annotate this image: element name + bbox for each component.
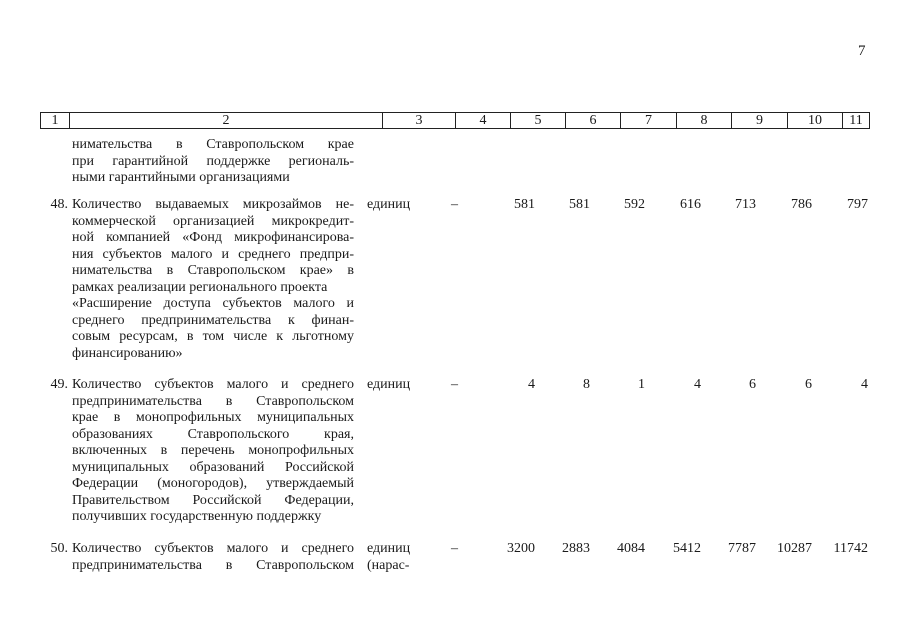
description-line: Количество выдаваемых микрозаймов не- <box>72 197 354 212</box>
header-cell: 5 <box>511 113 566 128</box>
description-line: совым ресурсам, в том числе к льготному <box>72 329 354 344</box>
header-cell: 1 <box>41 113 70 128</box>
description-line: ной компанией «Фонд микрофинансирова- <box>72 230 354 245</box>
description-line: «Расширение доступа субъектов малого и <box>72 296 354 311</box>
header-cell: 7 <box>621 113 677 128</box>
description-line: Правительством Российской Федерации, <box>72 492 354 508</box>
value-cell: 4 <box>694 377 701 392</box>
description-line: нимательства в Ставропольском крае» в <box>72 263 354 278</box>
description-line: финансированию» <box>72 345 183 361</box>
unit-line: единиц <box>367 377 411 392</box>
value-cell: 10287 <box>777 541 812 556</box>
value-cell: 6 <box>805 377 812 392</box>
column-4-value: – <box>451 197 458 212</box>
description-line: при гарантийной поддержке региональ- <box>72 153 354 169</box>
header-cell: 10 <box>788 113 843 128</box>
value-cell: 3200 <box>507 541 535 556</box>
description-line: рамках реализации регионального проекта <box>72 279 328 295</box>
unit-line: единиц <box>367 541 411 556</box>
value-cell: 592 <box>624 197 645 212</box>
table-header-row <box>40 112 870 129</box>
header-cell: 6 <box>566 113 621 128</box>
unit-cell <box>367 377 427 394</box>
description-line: предпринимательства в Ставропольском <box>72 393 354 409</box>
value-cell: 7787 <box>728 541 756 556</box>
page-number: 7 <box>858 43 866 59</box>
row-number: 49. <box>50 377 68 392</box>
value-cell: 4 <box>528 377 535 392</box>
value-cell: 616 <box>680 197 701 212</box>
description-line: ными гарантийными организациями <box>72 170 290 185</box>
value-cell: 6 <box>749 377 756 392</box>
description-line: образованиях Ставропольского края, <box>72 426 354 442</box>
row-description <box>72 197 354 362</box>
description-line: Федерации (моногородов), утверждаемый <box>72 476 354 491</box>
description-line: получивших государственную поддержку <box>72 509 322 524</box>
header-cell: 3 <box>383 113 456 128</box>
unit-cell <box>367 541 427 574</box>
row-number: 50. <box>50 541 68 556</box>
description-line: муниципальных образований Российской <box>72 459 354 475</box>
header-cell: 9 <box>732 113 788 128</box>
description-line: среднего предпринимательства к финан- <box>72 312 354 328</box>
value-cell: 581 <box>514 197 535 212</box>
column-4-value: – <box>451 541 458 556</box>
value-cell: 2883 <box>562 541 590 556</box>
header-cell: 2 <box>70 113 383 128</box>
row-description <box>72 377 354 526</box>
value-cell: 4 <box>861 377 868 392</box>
description-line: предпринимательства в Ставропольском <box>72 557 354 573</box>
unit-line: (нарас- <box>367 557 410 573</box>
header-cell: 4 <box>456 113 511 128</box>
description-line: ния субъектов малого и среднего предпри- <box>72 246 354 262</box>
description-line: Количество субъектов малого и среднего <box>72 541 354 556</box>
value-cell: 4084 <box>617 541 645 556</box>
row-description <box>72 137 354 187</box>
value-cell: 11742 <box>833 541 868 556</box>
header-cell: 8 <box>677 113 732 128</box>
value-cell: 5412 <box>673 541 701 556</box>
value-cell: 1 <box>638 377 645 392</box>
description-line: крае в монопрофильных муниципальных <box>72 410 354 425</box>
value-cell: 797 <box>847 197 868 212</box>
unit-line: единиц <box>367 197 411 212</box>
value-cell: 8 <box>583 377 590 392</box>
description-line: нимательства в Ставропольском крае <box>72 137 354 152</box>
row-number: 48. <box>50 197 68 212</box>
column-4-value: – <box>451 377 458 392</box>
value-cell: 713 <box>735 197 756 212</box>
value-cell: 581 <box>569 197 590 212</box>
unit-cell <box>367 197 427 214</box>
header-cell: 11 <box>849 113 863 128</box>
value-cell: 786 <box>791 197 812 212</box>
description-line: включенных в перечень монопрофильных <box>72 443 354 458</box>
row-description <box>72 541 354 574</box>
description-line: Количество субъектов малого и среднего <box>72 377 354 392</box>
description-line: коммерческой организацией микрокредит- <box>72 213 354 229</box>
